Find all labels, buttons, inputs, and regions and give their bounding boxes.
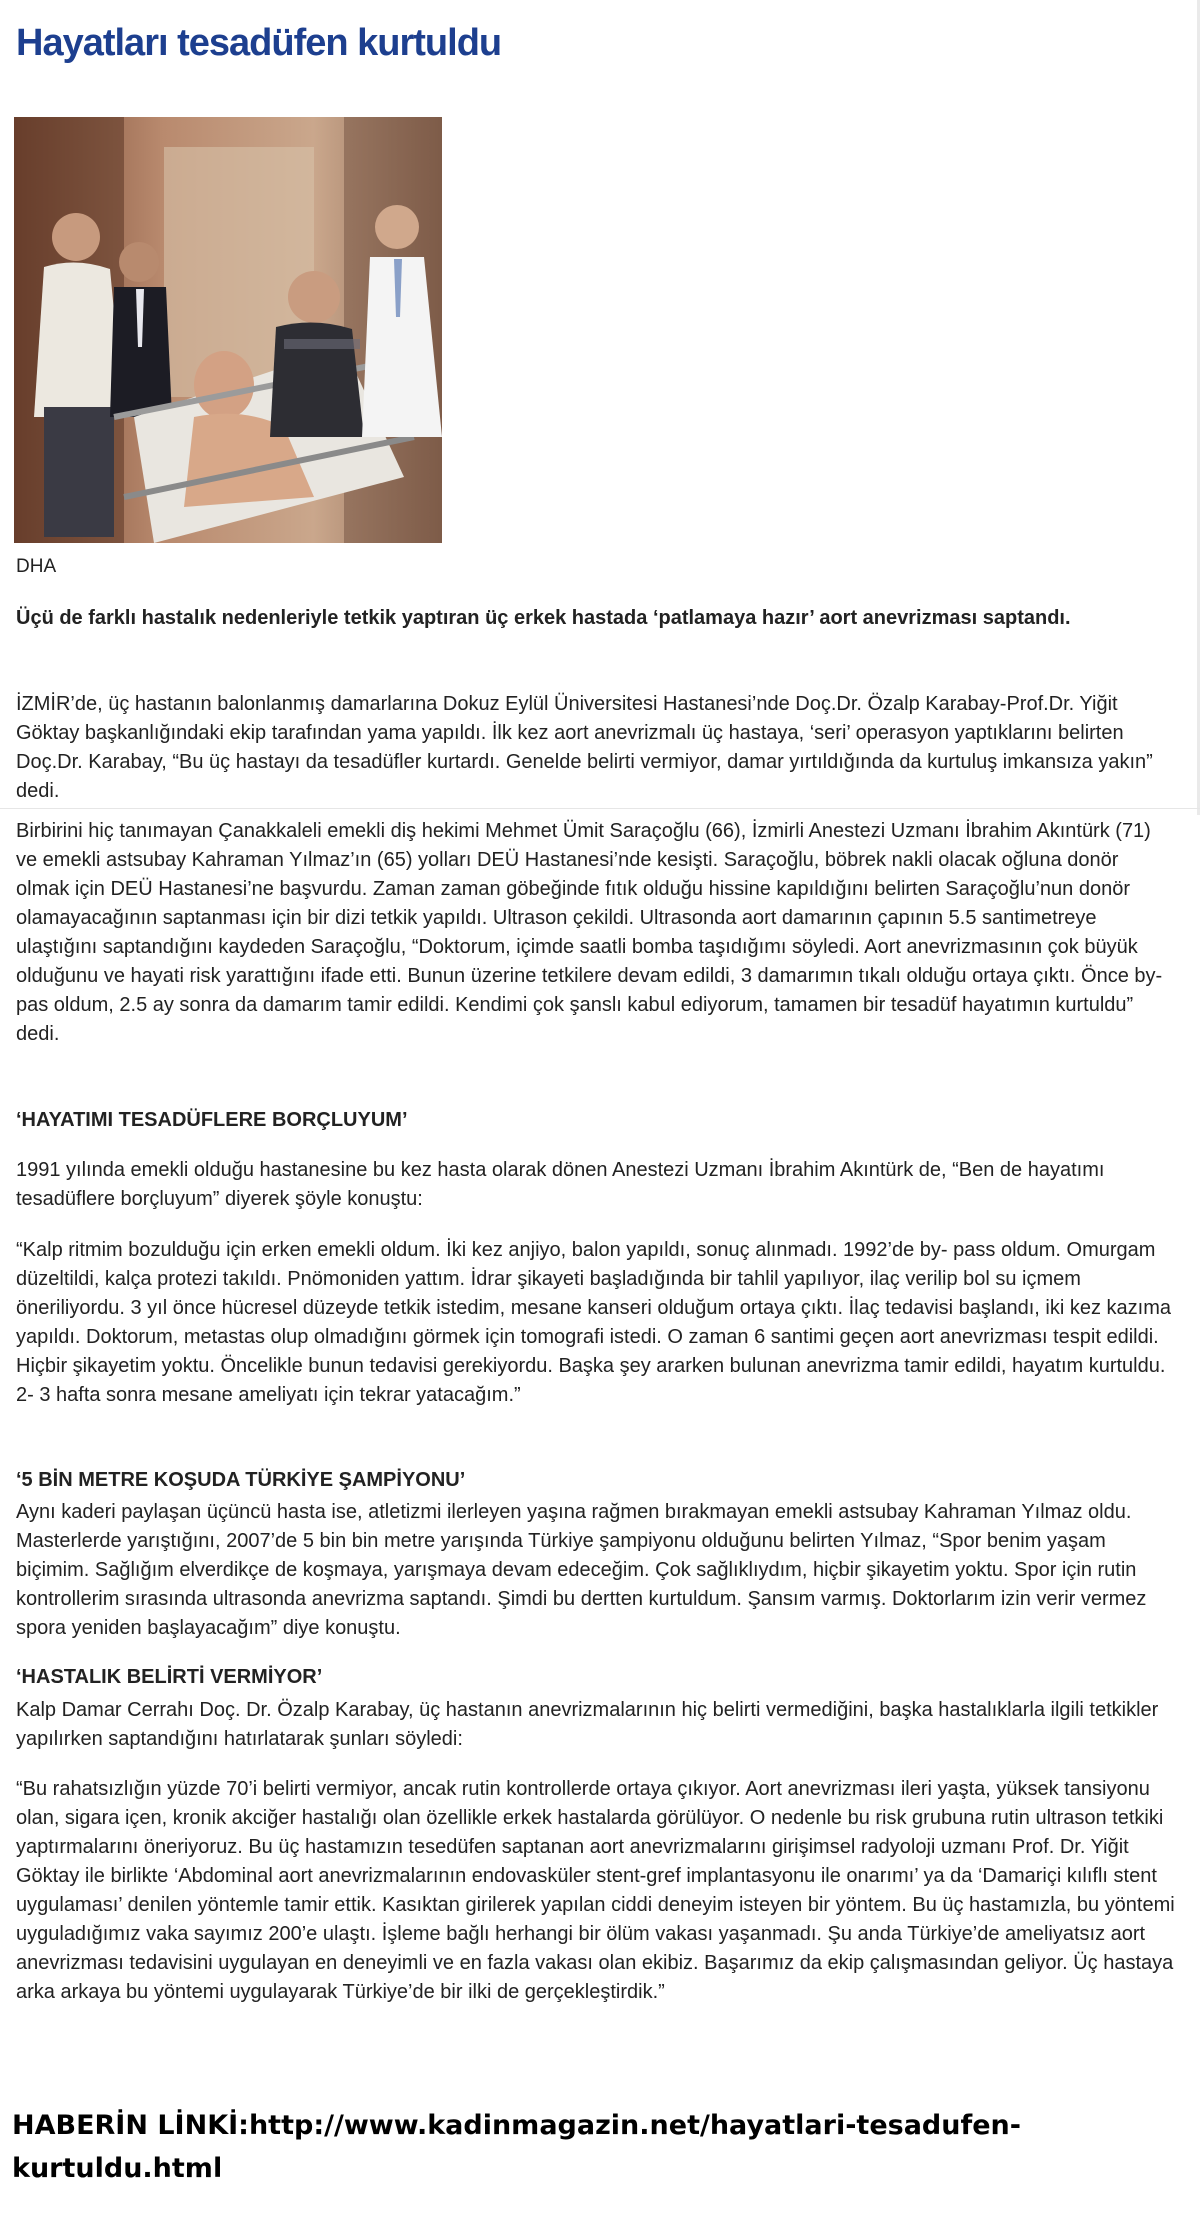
subheading-1: ‘HAYATIMI TESADÜFLERE BORÇLUYUM’ [16,1109,408,1131]
paragraph-4: “Kalp ritmim bozulduğu için erken emekli oldum. İki kez anjiyo, balon yapıldı, sonuç alınmadı. 1992’de by- pass oldum. Omurgam düzeltildi, kalça protezi takıldı. Pnömoniden yattım. İdrar şikayeti başladığında bir tahlil yapılıyor, ilaç verilip bol su içmem öneriliyordu. 3 yıl önce hücresel düzeyde tetkik istedim, mesane kanseri olduğum ortaya çıktı. İlaç tedavisi başlandı, iki kez kazıma yapıldı. Doktorum, metastas olup olmadığını görmek için tomografi istedi. O zaman 6 santimi geçen aort anevrizması tespit edildi. Hiçbir şikayetim yoktu. Öncelikle bunun tedavisi gerekiyordu. Başka şey ararken bulunan anevrizma tamir edildi, hayatım kurtuldu. 2- 3 hafta sonra mesane ameliyatı için tekrar yatacağım.” [16,1239,1171,1406]
subheading-3: ‘HASTALIK BELİRTİ VERMİYOR’ [16,1666,323,1688]
article-photo [14,117,442,543]
paragraph-7: “Bu rahatsızlığın yüzde 70’i belirti vermiyor, ancak rutin kontrollerde ortaya çıkıyor. Aort anevrizması ileri yaşta, yüksek tansiyonu olan, sigara içen, kronik akciğer hastalığı olan özellikle erkek hastalarda görülüyor. O nedenle bu risk grubuna rutin ultrason tetkiki yaptırmalarını öneriyoruz. Bu üç hastamızın tesedüfen saptanan aort anevrizmalarını girişimsel radyoloji uzmanı Prof. Dr. Yiğit Göktay ile birlikte ‘Abdominal aort anevrizmalarının endovasküler stent-gref implantasyonu ile onarımı’ ya da ‘Damariçi kılıflı stent uygulaması’ denilen yöntemle tamir ettik. Kasıktan girilerek yapılan ciddi deneyim isteyen bir yöntem. Bu üç hastamızla, bu yöntemi uyguladığımız vaka sayımız 200’e ulaştı. İşleme bağlı herhangi bir ölüm vakası yaşanmadı. Şu anda Türkiye’de ameliyatsız aort anevrizması tedavisini uygulayan en deneyimli ve en fazla vakası olan ekibiz. Başarımız da ekip çalışmasından geliyor. Üç hastaya arka arkaya bu yöntemi uygulayarak Türkiye’de bir ilki de gerçekleştirdik.” [16,1778,1175,2003]
article-title: Hayatları tesadüfen kurtuldu [16,22,502,64]
paragraph-6: Kalp Damar Cerrahı Doç. Dr. Özalp Karabay, üç hastanın anevrizmalarının hiç belirti vermediğini, başka hastalıklarla ilgili tetkikler yapılırken saptandığını hatırlatarak şunları söyledi: [16,1699,1159,1750]
paragraph-1: İZMİR’de, üç hastanın balonlanmış damarlarına Dokuz Eylül Üniversitesi Hastanesi’nde Doç.Dr. Özalp Karabay-Prof.Dr. Yiğit Göktay başkanlığındaki ekip tarafından yama yapıldı. İlk kez aort anevrizmalı üç hastaya, ‘seri’ operasyon yaptıklarını belirten Doç.Dr. Karabay, “Bu üç hastayı da tesadüfler kurtardı. Genelde belirti vermiyor, damar yırtıldığında da kurtuluş imkansıza yakın” dedi. [16,693,1153,802]
subheading-2: ‘5 BİN METRE KOŞUDA TÜRKİYE ŞAMPİYONU’ [16,1469,466,1491]
article-lead: Üçü de farklı hastalık nedenleriyle tetkik yaptıran üç erkek hastada ‘patlamaya hazır’ aort anevrizması saptandı. [16,607,1071,629]
paragraph-5: Aynı kaderi paylaşan üçüncü hasta ise, atletizmi ilerleyen yaşına rağmen bırakmayan emekli astsubay Kahraman Yılmaz oldu. Masterlerde yarıştığını, 2007’de 5 bin bin metre yarışında Türkiye şampiyonu olduğunu belirten Yılmaz, “Spor benim yaşam biçimim. Sağlığım elverdikçe de koşmaya, yarışmaya devam edeceğim. Çok sağlıklıydım, hiçbir şikayetim yoktu. Spor için rutin kontrollerim sırasında ultrasonda anevrizma saptandı. Şimdi bu dertten kurtuldum. Şansım varmış. Doktorlarım izin verir vermez spora yeniden başlayacağım” diye konuştu. [16,1501,1147,1639]
paragraph-2: Birbirini hiç tanımayan Çanakkaleli emekli diş hekimi Mehmet Ümit Saraçoğlu (66), İzmirli Anestezi Uzmanı İbrahim Akıntürk (71) ve emekli astsubay Kahraman Yılmaz’ın (65) yolları DEÜ Hastanesi’nde kesişti. Saraçoğlu, böbrek nakli olacak oğluna donör olmak için DEÜ Hastanesi’ne başvurdu. Zaman zaman göbeğinde fıtık olduğu hissine kapıldığını belirten Saraçoğlu’nun donör olamayacağının saptanması için bir dizi tetkik yapıldı. Ultrason çekildi. Ultrasonda aort damarının çapının 5.5 santimetreye ulaştığını saptandığını kaydeden Saraçoğlu, “Doktorum, içimde saatli bomba taşıdığımı söyledi. Aort anevrizmasının çok büyük olduğunu ve hayati risk yarattığını ifade etti. Bunun üzerine tetkilere devam edildi, 3 damarımın tıkalı olduğu ortaya çıktı. Önce by-pas oldum, 2.5 ay sonra da damarım tamir edildi. Kendimi çok şanslı kabul ediyorum, tamamen bir tesadüf hayatımın kurtuldu” dedi. [16,820,1163,1045]
divider [0,808,1200,809]
paragraph-3: 1991 yılında emekli olduğu hastanesine bu kez hasta olarak dönen Anestezi Uzmanı İbrahim Akıntürk de, “Ben de hayatımı tesadüflere borçluyum” diyerek şöyle konuştu: [16,1159,1105,1210]
article-link[interactable]: HABERİN LİNKİ:http://www.kadinmagazin.net/hayatlari-tesadufen-kurtuldu.html [12,2110,1021,2184]
photo-caption: DHA [16,556,57,577]
